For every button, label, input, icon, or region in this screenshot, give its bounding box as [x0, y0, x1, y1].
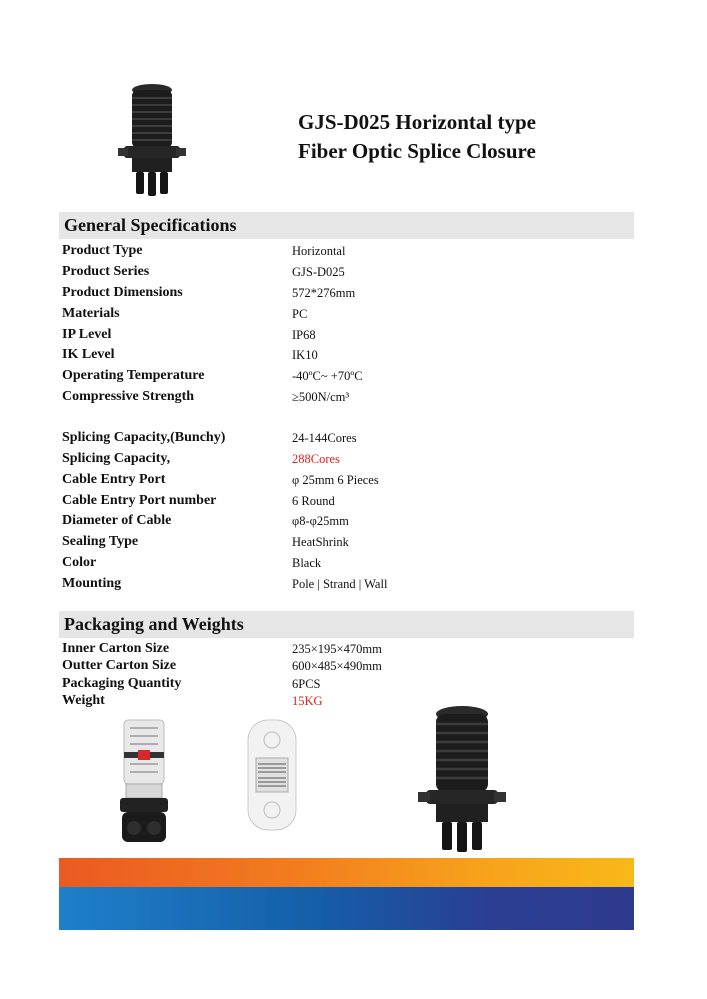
packaging-value: 6PCS: [292, 677, 321, 691]
packaging-label: Packaging Quantity: [62, 676, 182, 691]
spec-label: Cable Entry Port: [62, 472, 166, 487]
spec-label: Color: [62, 555, 97, 570]
spec-row: [62, 576, 622, 596]
section-title: Packaging and Weights: [64, 614, 244, 634]
spec-row: [62, 264, 622, 284]
product-title-line2: Fiber Optic Splice Closure: [298, 139, 536, 163]
spec-label: Mounting: [62, 576, 122, 591]
spec-row: [62, 243, 622, 263]
spec-label: Product Dimensions: [62, 285, 183, 300]
packaging-label: Weight: [62, 693, 105, 708]
spec-value: -40ºC~ +70ºC: [292, 369, 363, 383]
packaging-row: [62, 693, 622, 711]
product-image-closure-closed: [412, 704, 512, 854]
packaging-label: Inner Carton Size: [62, 641, 170, 656]
footer-band-orange: [59, 858, 634, 887]
spec-row: [62, 347, 622, 367]
spec-row: [62, 555, 622, 575]
product-image-splice-tray: [244, 716, 300, 834]
product-image-open-closure: [112, 716, 176, 850]
spec-row: [62, 430, 622, 450]
spec-value: φ 25mm 6 Pieces: [292, 473, 379, 487]
spec-row: [62, 451, 622, 471]
spec-label: Sealing Type: [62, 534, 139, 549]
packaging-label: Outter Carton Size: [62, 658, 177, 673]
spec-row: [62, 534, 622, 554]
spec-label: IP Level: [62, 327, 112, 342]
spec-value: 572*276mm: [292, 286, 356, 300]
packaging-row: [62, 641, 622, 659]
spec-row: [62, 493, 622, 513]
product-title-line1: GJS-D025 Horizontal type: [298, 110, 536, 134]
packaging-value: 235×195×470mm: [292, 642, 382, 656]
spec-row: [62, 389, 622, 409]
spec-label: Operating Temperature: [62, 368, 205, 383]
spec-label: IK Level: [62, 347, 115, 362]
spec-row: [62, 285, 622, 305]
packaging-weights-header: [59, 611, 634, 638]
spec-label: Materials: [62, 306, 120, 321]
spec-value: ≥500N/cm³: [292, 390, 350, 404]
spec-value: Black: [292, 556, 322, 570]
product-title: [298, 108, 536, 166]
packaging-row: [62, 658, 622, 676]
general-specifications-header: [59, 212, 634, 239]
spec-label: Cable Entry Port number: [62, 493, 217, 508]
spec-value: GJS-D025: [292, 265, 345, 279]
spec-value: Horizontal: [292, 244, 346, 258]
section-title: General Specifications: [64, 215, 237, 235]
spec-value-highlight: 288Cores: [292, 452, 340, 466]
spec-label: Splicing Capacity,(Bunchy): [62, 430, 226, 445]
spec-label: Product Type: [62, 243, 143, 258]
spec-value: 6 Round: [292, 494, 335, 508]
packaging-value-highlight: 15KG: [292, 694, 323, 708]
spec-value: IP68: [292, 328, 316, 342]
spec-row: [62, 327, 622, 347]
spec-value: HeatShrink: [292, 535, 349, 549]
spec-value: IK10: [292, 348, 318, 362]
spec-label: Compressive Strength: [62, 389, 195, 404]
spec-row: [62, 513, 622, 533]
spec-value: PC: [292, 307, 308, 321]
spec-value: Pole | Strand | Wall: [292, 577, 388, 591]
packaging-row: [62, 676, 622, 694]
footer-band-blue: [59, 887, 634, 930]
spec-label: Product Series: [62, 264, 150, 279]
spec-value: φ8-φ25mm: [292, 514, 349, 528]
packaging-value: 600×485×490mm: [292, 659, 382, 673]
spec-row: [62, 472, 622, 492]
spec-value: 24-144Cores: [292, 431, 357, 445]
spec-row: [62, 306, 622, 326]
product-image-closure-top: [112, 80, 192, 198]
spec-row: [62, 368, 622, 388]
spec-label: Splicing Capacity,: [62, 451, 171, 466]
spec-label: Diameter of Cable: [62, 513, 172, 528]
